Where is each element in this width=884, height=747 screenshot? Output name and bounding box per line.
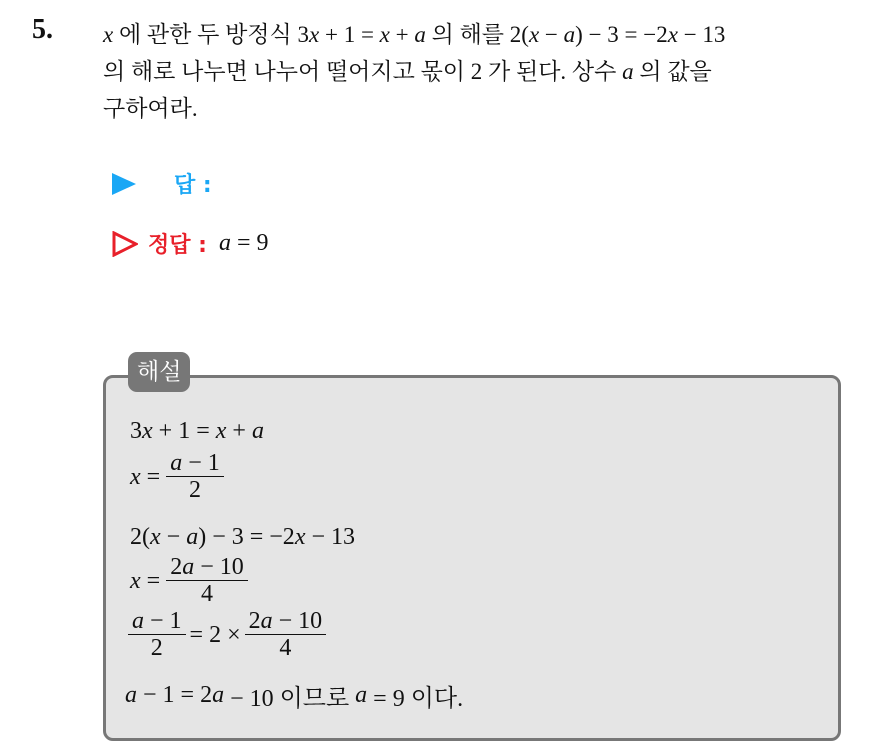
question-line-1: x 에 관한 두 방정식 3x + 1 = x + a 의 해를 2(x − a) − 3 = −2x − 13: [103, 22, 726, 47]
solution-line-3: 2( x − a ) − 3 = −2 x − 13: [130, 524, 356, 550]
question-line-3: 구하여라.: [103, 96, 198, 121]
answer-row: [112, 168, 212, 199]
fraction: $\frac{2a - 10}{4}$: [168, 554, 246, 609]
correct-answer-value: a = 9: [218, 230, 269, 256]
solution-tag: 해설: [128, 352, 190, 392]
solution-line-4: x = $\frac{2a - 10}{4}$: [130, 554, 246, 609]
question-line-2: 의 해로 나누면 나누어 떨어지고 몫이 2 가 된다. 상수 a 의 값을: [103, 59, 712, 84]
fraction: $\frac{a - 1}{2}$: [130, 608, 184, 663]
solution-line-5: $\frac{a - 1}{2}$ = 2 × $\frac{2a - 10}{4}$: [130, 608, 324, 663]
play-arrow-icon: [112, 173, 136, 195]
correct-answer-label: 정답 :: [148, 233, 207, 258]
solution-line-1: 3 x + 1 = x + a: [130, 418, 264, 444]
fraction: $\frac{a - 1}{2}$: [168, 450, 222, 505]
answer-label: 답 :: [174, 173, 212, 198]
question-number: 5.: [32, 14, 53, 45]
outline-arrow-icon: [112, 231, 138, 257]
correct-answer-row: [112, 228, 269, 259]
fraction: $\frac{2a - 10}{4}$: [247, 608, 325, 663]
solution-line-2: x = $\frac{a - 1}{2}$: [130, 450, 222, 505]
solution-line-6: a − 1 = 2 a − 10 이므로 a = 9 이다.: [125, 682, 464, 712]
